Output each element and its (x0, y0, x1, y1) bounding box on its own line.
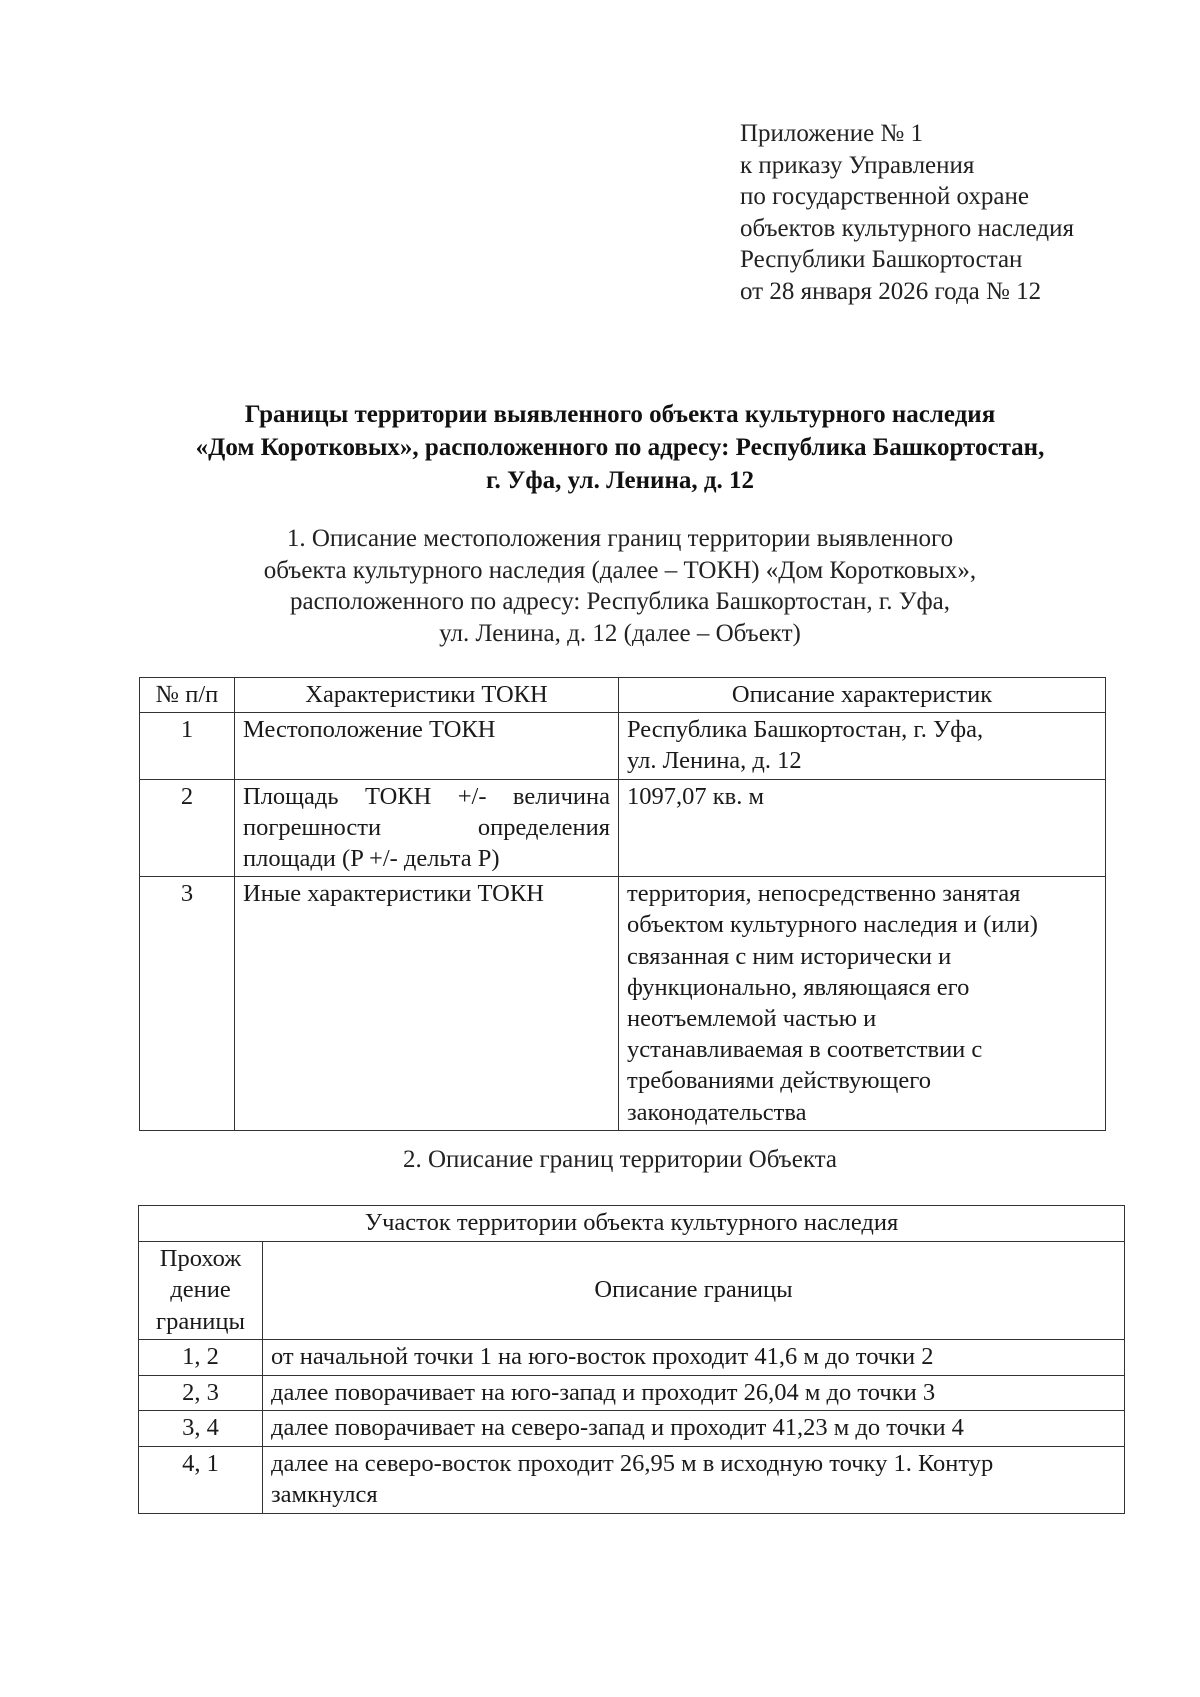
cell-line: устанавливаемая в соответствии с (627, 1036, 983, 1064)
cell-line: далее на северо-восток проходит 26,95 м в исходную точку 1. Контур (271, 1449, 994, 1477)
row-description (619, 877, 1106, 1131)
header-cell-number: № п/п (140, 678, 235, 713)
title-line: «Дом Коротковых», расположенного по адресу: Республика Башкортостан, (195, 434, 1045, 461)
header-line: Прохож (159, 1244, 242, 1272)
cell-line: погрешности определения (243, 813, 610, 841)
section-1-line: расположенного по адресу: Республика Башкортостан, г. Уфа, (289, 588, 951, 615)
header-line: границы (156, 1307, 245, 1335)
cell-line: от начальной точки 1 на юго-восток проходит 41,6 м до точки 2 (271, 1343, 934, 1370)
cell-line: далее поворачивает на северо-запад и проходит 41,23 м до точки 4 (271, 1414, 964, 1441)
row-characteristic (235, 713, 619, 779)
section-1-line: 1. Описание местоположения границ территории выявленного (286, 525, 954, 552)
row-segment: 4, 1 (139, 1446, 263, 1513)
row-boundary-description (263, 1446, 1125, 1513)
row-segment: 3, 4 (139, 1411, 263, 1447)
row-number: 3 (140, 877, 235, 1131)
cell-line: Иные характеристики ТОКН (243, 880, 544, 908)
row-description (619, 779, 1106, 877)
row-characteristic (235, 877, 619, 1131)
cell-line: Местоположение ТОКН (243, 716, 496, 744)
row-number: 2 (140, 779, 235, 877)
cell-line: Площадь ТОКН +/- величина (243, 782, 610, 810)
appendix-line: от 28 января 2026 года № 12 (740, 277, 1042, 305)
header-cell-boundary-description: Описание границы (263, 1241, 1125, 1340)
cell-line: 1097,07 кв. м (627, 782, 764, 810)
table-row (139, 1375, 1125, 1411)
header-cell-segment (139, 1241, 263, 1340)
section-1-line: объекта культурного наследия (далее – ТОКН) «Дом Коротковых», (263, 556, 977, 584)
cell-line: площади (P +/- дельта P) (243, 845, 500, 873)
table-row (139, 1340, 1125, 1376)
table-row (139, 1446, 1125, 1513)
row-characteristic (235, 779, 619, 877)
header-cell-characteristic: Характеристики ТОКН (235, 678, 619, 713)
table-row (140, 779, 1106, 877)
table-caption-row (139, 1206, 1125, 1242)
header-line: дение (170, 1276, 231, 1303)
cell-line: законодательства (627, 1098, 807, 1126)
appendix-line: по государственной охране (740, 183, 1030, 210)
cell-line: неотъемлемой частью и (627, 1005, 877, 1033)
cell-line: требованиями действующего (627, 1067, 931, 1095)
cell-line: Республика Башкортостан, г. Уфа, (627, 716, 984, 744)
table-row (139, 1411, 1125, 1447)
table-caption: Участок территории объекта культурного наследия (139, 1206, 1125, 1242)
cell-line: замкнулся (271, 1481, 378, 1508)
row-segment: 1, 2 (139, 1340, 263, 1376)
header-cell-description: Описание характеристик (619, 678, 1106, 713)
row-boundary-description (263, 1340, 1125, 1376)
appendix-header (740, 118, 1074, 307)
boundary-table (138, 1205, 1125, 1514)
cell-line: функционально, являющаяся его (627, 973, 970, 1001)
appendix-line: Республики Башкортостан (740, 246, 1023, 273)
cell-line: ул. Ленина, д. 12 (627, 747, 802, 775)
row-boundary-description (263, 1411, 1125, 1447)
section-2-heading: 2. Описание границ территории Объекта (403, 1146, 837, 1173)
row-number: 1 (140, 713, 235, 779)
appendix-line: Приложение № 1 (740, 120, 924, 147)
table-row (140, 713, 1106, 779)
row-boundary-description (263, 1375, 1125, 1411)
title-line: Границы территории выявленного объекта культурного наследия (244, 401, 996, 428)
document-title (130, 398, 1110, 497)
appendix-line: к приказу Управления (740, 151, 975, 179)
cell-line: объектом культурного наследия и (или) (627, 911, 1038, 939)
table-header-row (139, 1241, 1125, 1340)
appendix-line: объектов культурного наследия (740, 214, 1074, 242)
table-row (140, 877, 1106, 1131)
cell-line: далее поворачивает на юго-запад и проходит 26,04 м до точки 3 (271, 1378, 936, 1406)
row-segment: 2, 3 (139, 1375, 263, 1411)
characteristics-table (139, 677, 1106, 1131)
title-line: г. Уфа, ул. Ленина, д. 12 (486, 467, 754, 494)
table-header-row (140, 678, 1106, 713)
section-1-heading (230, 523, 1010, 649)
cell-line: связанная с ним исторически и (627, 942, 952, 970)
row-description (619, 713, 1106, 779)
section-1-line: ул. Ленина, д. 12 (далее – Объект) (439, 619, 801, 647)
cell-line: территория, непосредственно занятая (627, 880, 1021, 908)
